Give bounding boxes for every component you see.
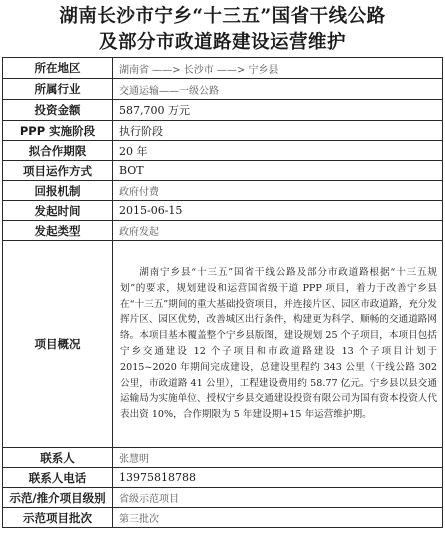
label-location: 所在地区 (3, 58, 113, 79)
label-launch-type: 发起类型 (3, 221, 113, 241)
row-ppp-stage (3, 121, 443, 141)
label-contact: 联系人 (3, 448, 113, 468)
row-launch-date (3, 201, 443, 221)
value-demo-level: 省级示范项目 (113, 488, 443, 508)
row-industry (3, 79, 443, 100)
value-investment: 587,700 万元 (113, 100, 443, 121)
value-industry: 交通运输——一级公路 (113, 79, 443, 100)
row-return-mechanism (3, 181, 443, 201)
label-overview: 项目概况 (3, 241, 113, 448)
value-operation-mode: BOT (113, 161, 443, 181)
title-line-2: 及部分市政道路建设运营维护 (98, 32, 346, 53)
row-term (3, 141, 443, 161)
label-industry: 所属行业 (3, 79, 113, 100)
label-contact-phone: 联系人电话 (3, 468, 113, 488)
value-launch-type: 政府发起 (113, 221, 443, 241)
row-overview (3, 241, 443, 448)
value-return-mechanism: 政府付费 (113, 181, 443, 201)
project-info-table (2, 57, 443, 528)
value-location: 湖南省 ——> 长沙市 ——> 宁乡县 (113, 58, 443, 79)
row-investment (3, 100, 443, 121)
value-contact-phone: 13975818788 (113, 468, 443, 488)
label-return-mechanism: 回报机制 (3, 181, 113, 201)
value-launch-date: 2015-06-15 (113, 201, 443, 221)
row-location (3, 58, 443, 79)
row-demo-batch (3, 508, 443, 528)
row-contact-phone (3, 468, 443, 488)
label-demo-batch: 示范项目批次 (3, 508, 113, 528)
label-ppp-stage: PPP 实施阶段 (3, 121, 113, 141)
title-line-1: 湖南长沙市宁乡“十三五”国省干线公路 (59, 6, 386, 27)
label-term: 拟合作期限 (3, 141, 113, 161)
label-launch-date: 发起时间 (3, 201, 113, 221)
label-demo-level: 示范/推介项目级别 (3, 488, 113, 508)
value-demo-batch: 第三批次 (113, 508, 443, 528)
value-ppp-stage: 执行阶段 (113, 121, 443, 141)
value-contact: 张慧明 (113, 448, 443, 468)
value-overview: 湖南宁乡县“十三五”国省干线公路及部分市政道路根据“十三五规划”的要求，规划建设和运营国省级干道 PPP 项目，着力于改善宁乡县在“十三五”期间的重大基础投资项目，并连接片区、园区市政道路，充分发挥片区、园区优势，改善城区出行条件，构建更为科学、顺畅的交通道路网络。本项目基本覆盖整个宁乡县版图，建设规划 25 个子项目，本项目包括宁乡交通建设 12 个子项目和市政道路建设 13 个子项目计划于 2015~2020 年期间完成建设，总建设里程约 343 公里（干线公路 302 公里，市政道路 41 公里），工程建设费用约 58.77 亿元。宁乡县以县交通运输局为实施单位、授权宁乡县交通建设投资有限公司为国有资本投资人代表出资 10%，合作期限为 5 年建设期+15 年运营维护期。 (113, 241, 443, 448)
value-term: 20 年 (113, 141, 443, 161)
row-operation-mode (3, 161, 443, 181)
page-title (0, 0, 445, 57)
row-demo-level (3, 488, 443, 508)
label-operation-mode: 项目运作方式 (3, 161, 113, 181)
row-contact (3, 448, 443, 468)
row-launch-type (3, 221, 443, 241)
label-investment: 投资金额 (3, 100, 113, 121)
